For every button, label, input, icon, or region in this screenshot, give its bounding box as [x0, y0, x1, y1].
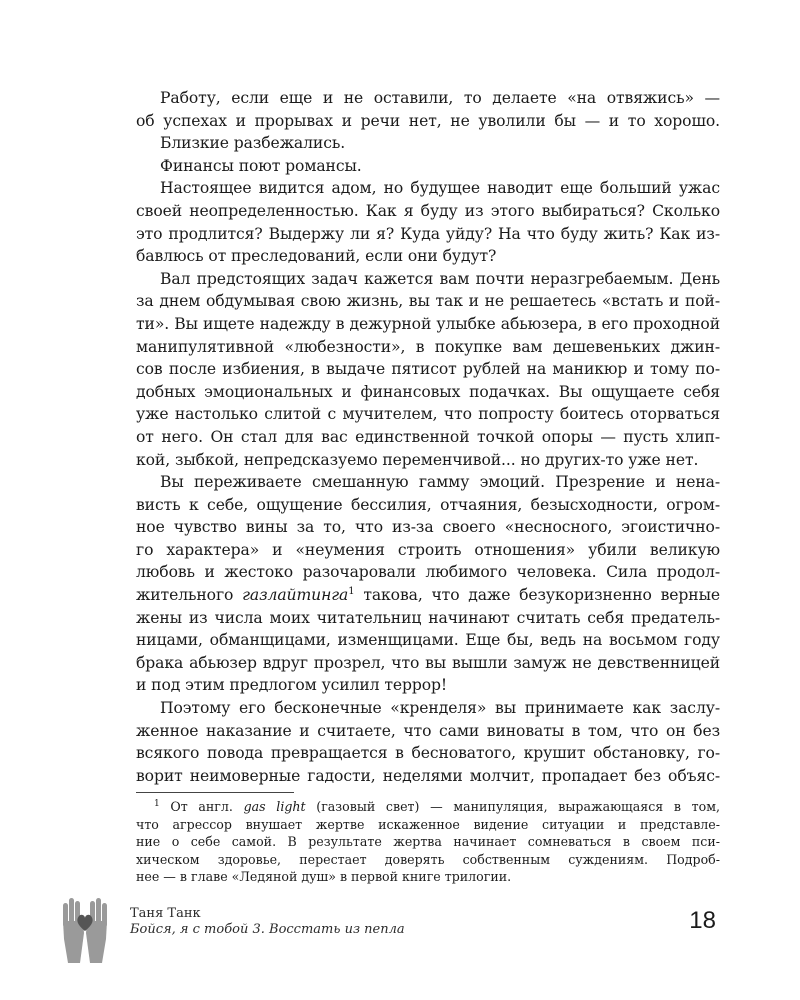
- footnote-line: хическом здоровье, перестает доверять собственным суждениям. Подроб-: [136, 851, 720, 867]
- footnote-line: ние о себе самой. В результате жертва начинает сомневаться в своем пси-: [136, 834, 720, 850]
- footnote-line: нее — в главе «Ледяной душ» в первой книге трилогии.: [136, 869, 512, 885]
- text-line: ное чувство вины за то, что из-за своего «несносного, эгоистично-: [136, 518, 720, 537]
- text-line: Поэтому его бесконечные «кренделя» вы принимаете как заслу-: [160, 699, 720, 718]
- text-line: об успехах и прорывах и речи нет, не уволили бы — и то хорошо.: [136, 111, 720, 130]
- text-line: женное наказание и считаете, что сами виноваты в том, что он без: [136, 721, 720, 740]
- text-fragment: (газовый свет) — манипуляция, выражающаяся в том,: [316, 799, 720, 814]
- text-line: Настоящее видится адом, но будущее наводит еще больший ужас: [160, 179, 720, 198]
- text-line: любовь и жестоко разочаровали любимого человека. Сила продол-: [136, 563, 720, 582]
- text-line: ворит неимоверные гадости, неделями молчит, пропадает без объяс-: [136, 766, 720, 785]
- italic-term: gas light: [243, 799, 306, 814]
- footnote: [136, 798, 720, 886]
- text-line: кой, зыбкой, непредсказуемо переменчивой... но других-то уже нет.: [136, 450, 699, 469]
- text-line: Близкие разбежались.: [160, 134, 346, 153]
- book-author: Таня Танк: [130, 906, 201, 921]
- text-line: своей неопределенностью. Как я буду из этого выбираться? Сколько: [136, 201, 720, 220]
- page-body-text: [136, 87, 720, 787]
- text-line: за днем обдумывая свою жизнь, вы так и не решаетесь «встать и пой-: [136, 292, 720, 311]
- text-fragment: От англ.: [170, 799, 233, 814]
- text-line: ницами, обманщицами, изменщицами. Еще бы, ведь на восьмом году: [136, 631, 720, 650]
- book-title: Бойся, я с тобой 3. Восстать из пепла: [130, 922, 405, 937]
- text-line: сов после избиения, в выдаче пятисот рублей на маникюр и тому по-: [136, 360, 720, 379]
- text-line: висть к себе, ощущение бессилия, отчаяния, безысходности, огром-: [136, 495, 720, 514]
- italic-term: газлайтинга: [242, 586, 349, 605]
- text-line: и под этим предлогом усилил террор!: [136, 676, 448, 695]
- text-line: Работу, если еще и не оставили, то делаете «на отвяжись» —: [160, 89, 720, 107]
- text-line: всякого повода превращается в бесноватого, крушит обстановку, го-: [136, 744, 720, 763]
- text-line: го характера» и «неумения строить отношения» убили великую: [136, 540, 720, 559]
- text-line: ти». Вы ищете надежду в дежурной улыбке абьюзера, в его проходной: [136, 314, 720, 333]
- text-line: Вы переживаете смешанную гамму эмоций. Презрение и нена-: [160, 473, 720, 492]
- text-line: Вал предстоящих задач кажется вам почти неразгребаемым. День: [160, 269, 720, 288]
- text-line: брака абьюзер вдруг прозрел, что вы вышли замуж не девственницей: [136, 653, 720, 672]
- footnote-line: [136, 798, 720, 816]
- text-line: жены из числа моих читательниц начинают считать себя предатель-: [136, 608, 720, 627]
- text-line: бавлюсь от преследований, если они будут?: [136, 247, 497, 266]
- footnote-number: 1: [154, 798, 160, 809]
- text-line: добных эмоциональных и финансовых подачках. Вы ощущаете себя: [136, 382, 720, 401]
- footnote-divider: [136, 792, 294, 793]
- text-line: манипулятивной «любезности», в покупке вам дешевеньких джин-: [136, 337, 720, 356]
- text-line: Финансы поют романсы.: [160, 156, 362, 175]
- text-line-with-footnote-ref: [136, 584, 720, 607]
- text-fragment: жительного: [136, 586, 234, 605]
- text-line: от него. Он стал для вас единственной точкой опоры — пусть хлип-: [136, 427, 720, 446]
- text-fragment: такова, что даже безукоризненно верные: [363, 586, 721, 605]
- footnote-reference: 1: [348, 585, 355, 597]
- text-line: это продлится? Выдержу ли я? Куда уйду? На что буду жить? Как из-: [136, 224, 720, 243]
- footnote-line: что агрессор внушает жертве искаженное видение ситуации и представле-: [136, 816, 720, 832]
- text-line: уже настолько слитой с мучителем, что попросту боитесь оторваться: [136, 405, 720, 424]
- page-number: 18: [689, 907, 716, 934]
- hands-heart-icon: [60, 895, 110, 963]
